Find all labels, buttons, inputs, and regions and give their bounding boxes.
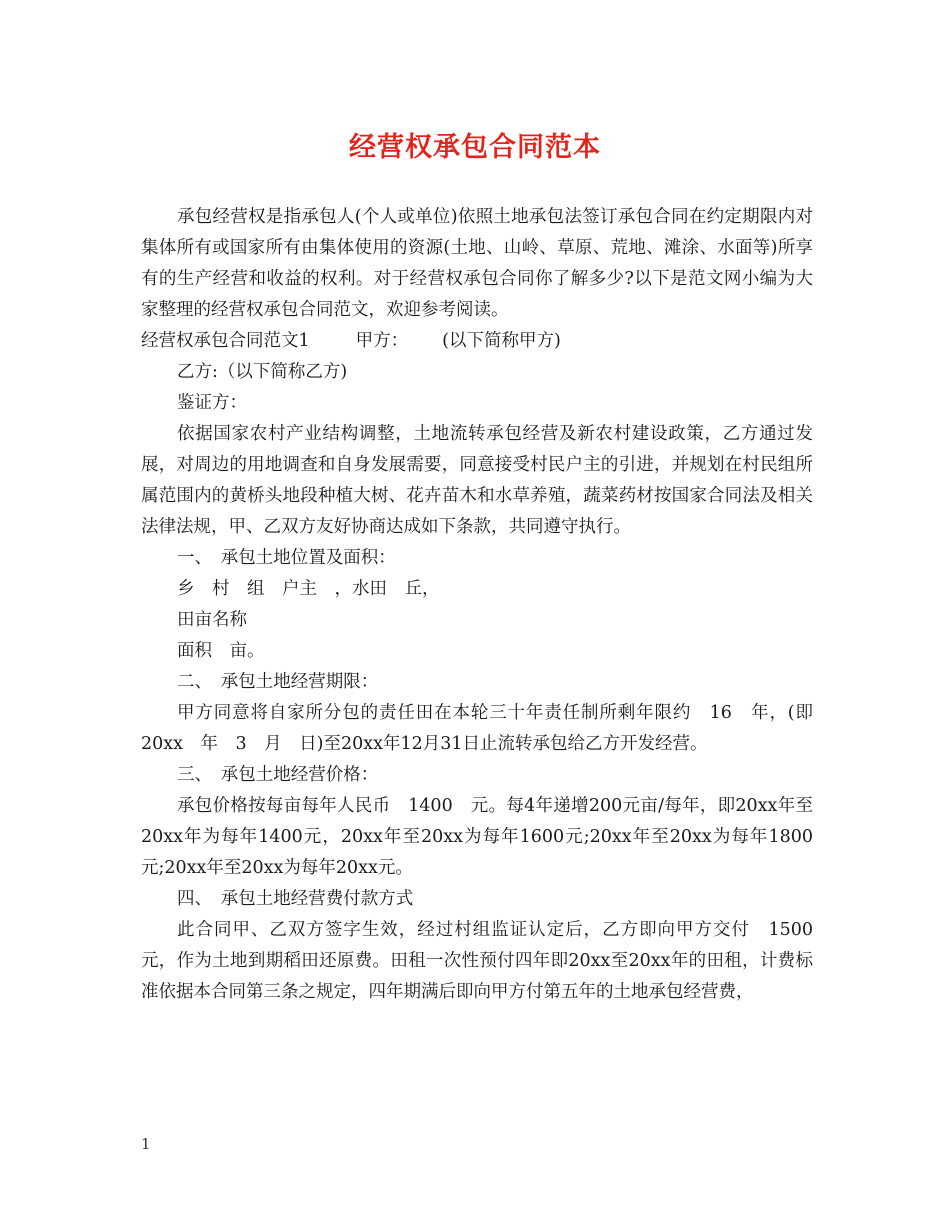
section-1-line-3: 面积 亩。 bbox=[177, 641, 265, 661]
document-title: 经营权承包合同范本 bbox=[349, 132, 601, 163]
witness-line: 鉴证方： bbox=[177, 393, 247, 413]
section-4-paragraph: 此合同甲、乙双方签字生效，经过村组监证认定后，乙方即向甲方交付 1500 元，作为土地到期稻田还原费。田租一次性预付四年即20xx至20xx年的田租，计费标准依据本合同第三条之规定，四年期满后即向甲方付第五年的土地承包经营费， bbox=[141, 920, 831, 1002]
document-body bbox=[141, 202, 831, 1008]
party-a-note: (以下简称甲方) bbox=[442, 331, 561, 351]
party-b-line: 乙方:（以下简称乙方) bbox=[177, 362, 348, 382]
section-heading-2: 二、 承包土地经营期限： bbox=[177, 672, 379, 692]
section-2-paragraph: 甲方同意将自家所分包的责任田在本轮三十年责任制所剩年限约 16 年，(即20xx 年 3 月 日)至20xx年12月31日止流转承包给乙方开发经营。 bbox=[141, 703, 813, 754]
section-1-line-2: 田亩名称 bbox=[177, 610, 247, 630]
preamble-paragraph: 依据国家农村产业结构调整，土地流转承包经营及新农村建设政策，乙方通过发展，对周边的用地调查和自身发展需要，同意接受村民户主的引进，并规划在村民组所属范围内的黄桥头地段种植大树、花卉苗木和水草养殖，蔬菜药材按国家合同法及相关法律法规，甲、乙双方友好协商达成如下条款，共同遵守执行。 bbox=[141, 424, 813, 537]
section-heading-3: 三、 承包土地经营价格： bbox=[177, 765, 379, 785]
party-a-label: 甲方： bbox=[355, 331, 409, 351]
page-number: 1 bbox=[141, 1135, 151, 1153]
section-3-paragraph: 承包价格按每亩每年人民币 1400 元。每4年递增200元亩/每年，即20xx年至20xx年为每年1400元，20xx年至20xx为每年1600元;20xx年至20xx为每年1800元;20xx年至20xx为每年20xx元。 bbox=[141, 796, 813, 878]
sample-line bbox=[141, 326, 813, 357]
section-heading-4: 四、 承包土地经营费付款方式 bbox=[177, 889, 414, 909]
section-heading-1: 一、 承包土地位置及面积： bbox=[177, 548, 396, 568]
intro-paragraph: 承包经营权是指承包人(个人或单位)依照土地承包法签订承包合同在约定期限内对集体所有或国家所有由集体使用的资源(土地、山岭、草原、荒地、滩涂、水面等)所享有的生产经营和收益的权利。对于经营权承包合同你了解多少?以下是范文网小编为大家整理的经营权承包合同范文，欢迎参考阅读。 bbox=[141, 207, 813, 320]
section-1-line-1: 乡 村 组 户主 ，水田 丘， bbox=[177, 579, 440, 599]
sample-label: 经营权承包合同范文1 bbox=[141, 331, 310, 351]
